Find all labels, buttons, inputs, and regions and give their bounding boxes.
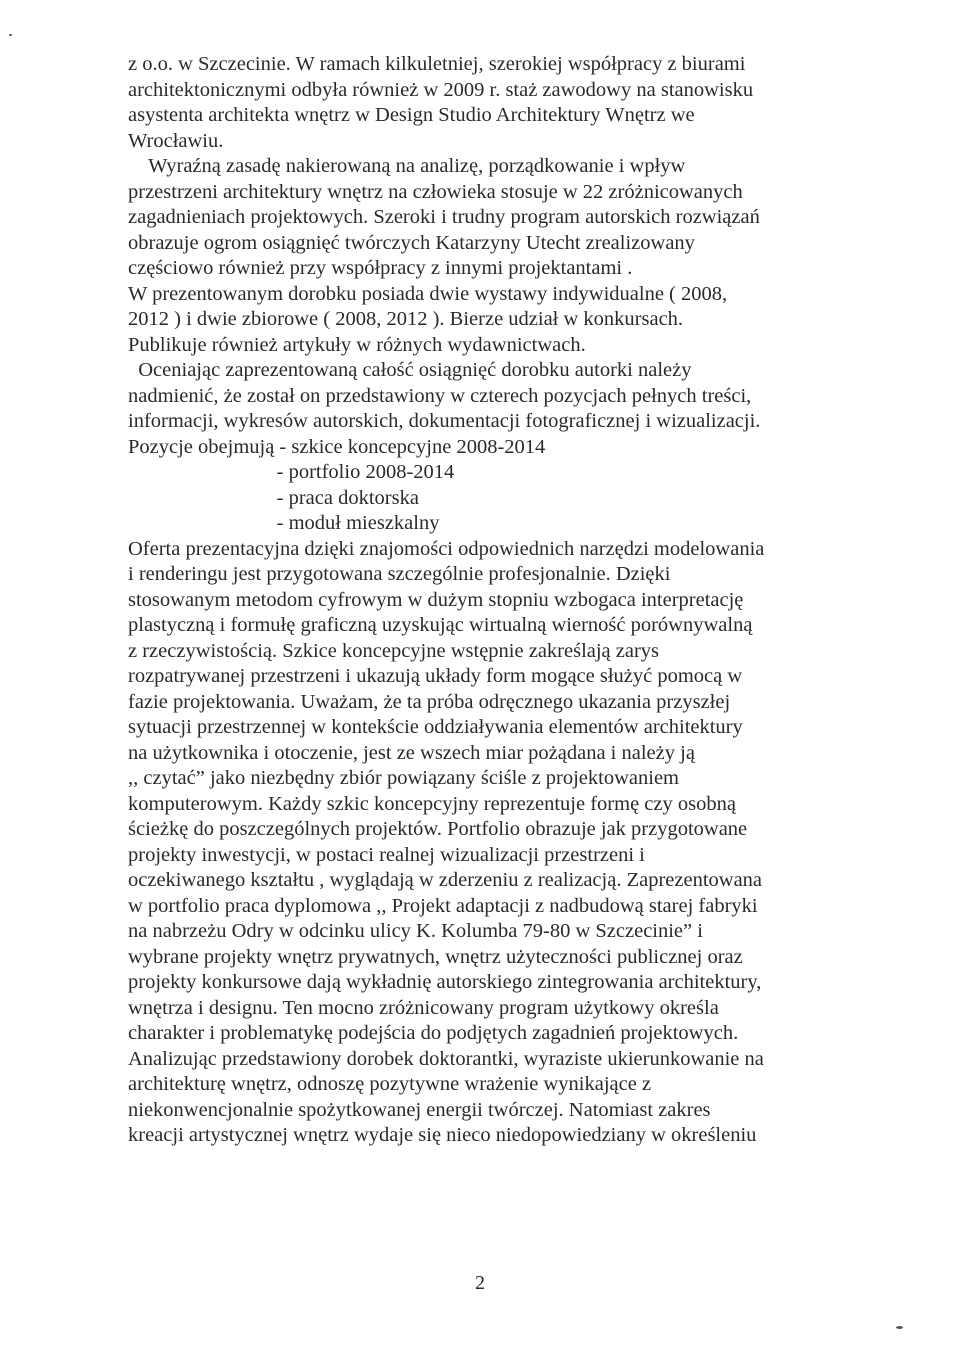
text-line: zagadnieniach projektowych. Szeroki i trudny program autorskich rozwiązań	[128, 206, 760, 228]
text-line: plastyczną i formułę graficzną uzyskując wirtualną wierność porównywalną	[128, 614, 753, 636]
text-line: wnętrza i designu. Ten mocno zróżnicowany program użytkowy określa	[128, 996, 719, 1019]
text-line: przestrzeni architektury wnętrz na człowieka stosuje w 22 zróżnicowanych	[128, 180, 743, 203]
text-line: projekty konkursowe dają wykładnię autorskiego zintegrowania architektury,	[128, 971, 762, 993]
page-number: 2	[475, 1272, 485, 1294]
text-line: informacji, wykresów autorskich, dokumentacji fotograficznej i wizualizacji.	[128, 410, 761, 432]
text-line: Pozycje obejmują - szkice koncepcyjne 2008-2014	[128, 435, 546, 458]
text-line: - portfolio 2008-2014	[128, 461, 455, 483]
scan-speck	[9, 34, 12, 36]
text-line: architektonicznymi odbyła również w 2009 r. staż zawodowy na stanowisku	[128, 78, 754, 101]
text-line: asystenta architekta wnętrz w Design Studio Architektury Wnętrz we	[128, 104, 695, 126]
body-text	[128, 52, 848, 1149]
text-line: niekonwencjonalnie spożytkowanej energii twórczej. Natomiast zakres	[128, 1098, 711, 1121]
text-line: Analizując przedstawiony dorobek doktorantki, wyraziste ukierunkowanie na	[128, 1047, 764, 1070]
text-line: częściowo również przy współpracy z innymi projektantami .	[128, 257, 633, 279]
text-line: oczekiwanego kształtu , wyglądają w zderzeniu z realizacją. Zaprezentowana	[128, 869, 763, 891]
text-line: stosowanym metodom cyfrowym w dużym stopniu wzbogaca interpretację	[128, 588, 744, 611]
text-line: architekturę wnętrz, odnoszę pozytywne wrażenie wynikające z	[128, 1073, 652, 1095]
text-line: na nabrzeżu Odry w odcinku ulicy K. Kolumba 79-80 w Szczecinie” i	[128, 920, 703, 942]
text-line: nadmienić, że został on przedstawiony w czterech pozycjach pełnych treści,	[128, 384, 752, 407]
text-line: fazie projektowania. Uważam, że ta próba odręcznego ukazania przyszłej	[128, 690, 731, 713]
text-line: - moduł mieszkalny	[128, 512, 440, 534]
text-line: i renderingu jest przygotowana szczególnie profesjonalnie. Dzięki	[128, 563, 671, 585]
text-line: charakter i problematykę podejścia do podjętych zagadnień projektowych.	[128, 1022, 739, 1044]
text-line: ścieżkę do poszczególnych projektów. Portfolio obrazuje jak przygotowane	[128, 818, 748, 840]
text-line: wybrane projekty wnętrz prywatnych, wnętrz użyteczności publicznej oraz	[128, 945, 743, 968]
text-line: - praca doktorska	[128, 486, 419, 509]
text-line: Oferta prezentacyjna dzięki znajomości odpowiednich narzędzi modelowania	[128, 537, 765, 560]
text-line: Wyraźną zasadę nakierowaną na analizę, porządkowanie i wpływ	[128, 155, 686, 177]
text-line: 2012 ) i dwie zbiorowe ( 2008, 2012 ). Bierze udział w konkursach.	[128, 308, 684, 330]
text-line: z rzeczywistością. Szkice koncepcyjne wstępnie zakreślają zarys	[128, 639, 660, 662]
text-line: W prezentowanym dorobku posiada dwie wystawy indywidualne ( 2008,	[128, 282, 728, 305]
text-line: Oceniając zaprezentowaną całość osiągnięć dorobku autorki należy	[128, 359, 692, 381]
text-line: na użytkownika i otoczenie, jest ze wszech miar pożądana i należy ją	[128, 741, 695, 764]
text-line: w portfolio praca dyplomowa ,, Projekt adaptacji z nadbudową starej fabryki	[128, 894, 758, 917]
text-line: Wrocławiu.	[128, 129, 224, 152]
text-line: projekty inwestycji, w postaci realnej wizualizacji przestrzeni i	[128, 843, 645, 866]
text-line: sytuacji przestrzennej w kontekście oddziaływania elementów architektury	[128, 716, 743, 738]
text-line: ,, czytać” jako niezbędny zbiór powiązany ściśle z projektowaniem	[128, 767, 679, 789]
text-line: Publikuje również artykuły w różnych wydawnictwach.	[128, 333, 586, 356]
text-line: z o.o. w Szczecinie. W ramach kilkuletniej, szerokiej współpracy z biurami	[128, 53, 746, 75]
text-line: rozpatrywanej przestrzeni i ukazują układy form mogące służyć pomocą w	[128, 665, 743, 687]
scan-speck	[896, 1326, 903, 1329]
text-line: kreacji artystycznej wnętrz wydaje się nieco niedopowiedziany w określeniu	[128, 1124, 757, 1146]
text-line: komputerowym. Każdy szkic koncepcyjny reprezentuje formę czy osobną	[128, 792, 736, 815]
text-line: obrazuje ogrom osiągnięć twórczych Katarzyny Utecht zrealizowany	[128, 231, 695, 254]
